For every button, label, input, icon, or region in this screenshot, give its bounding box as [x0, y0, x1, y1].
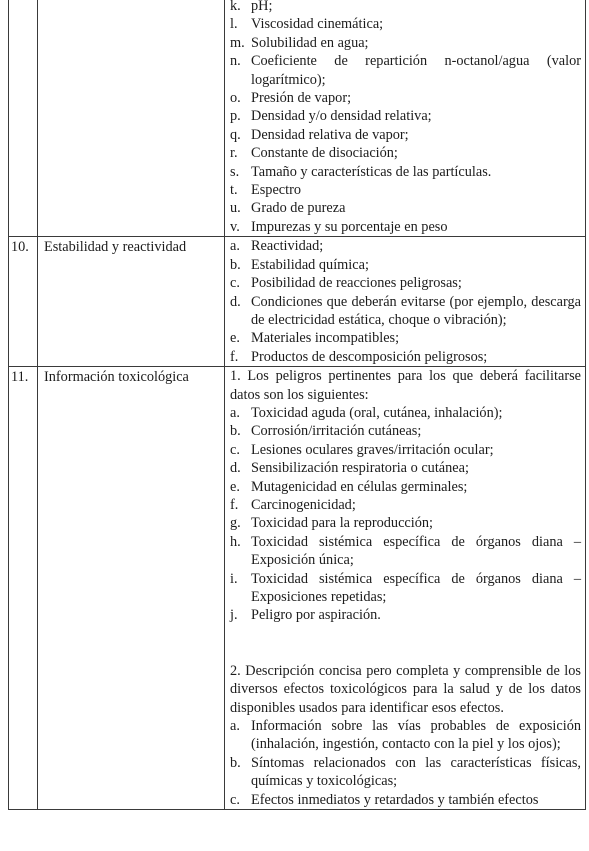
- list-item-text: Densidad y/o densidad relativa;: [251, 108, 432, 125]
- list-item: [230, 15, 581, 33]
- list-marker: r.: [230, 145, 238, 162]
- list-item-text: Condiciones que deberán evitarse (por ejemplo, descarga de electricidad estática, choque o vibración);: [251, 293, 581, 328]
- list-item: [230, 717, 581, 754]
- list-marker: f.: [230, 496, 239, 513]
- list-item: [230, 163, 581, 181]
- list-item-text: Tamaño y características de las partículas.: [251, 163, 492, 180]
- list-marker: t.: [230, 182, 238, 199]
- section-title: Información toxicológica: [38, 367, 225, 810]
- list-marker: a.: [230, 718, 240, 735]
- list-marker: c.: [230, 791, 240, 808]
- list-item-text: Mutagenicidad en células germinales;: [251, 478, 468, 495]
- section-number: [9, 0, 38, 237]
- section-title: Estabilidad y reactividad: [38, 237, 225, 367]
- list-marker: m.: [230, 34, 245, 51]
- list-item-text: Densidad relativa de vapor;: [251, 126, 409, 143]
- section-number: 10.: [9, 237, 38, 367]
- list-marker: f.: [230, 348, 239, 365]
- list-marker: d.: [230, 293, 241, 310]
- list-item: [230, 329, 581, 347]
- list-marker: q.: [230, 126, 241, 143]
- list-marker: a.: [230, 238, 240, 255]
- list-item: [230, 422, 581, 440]
- list-marker: c.: [230, 441, 240, 458]
- list-item: [230, 606, 581, 624]
- list-marker: b.: [230, 423, 241, 440]
- list-item-text: Productos de descomposición peligrosos;: [251, 348, 488, 365]
- section-items: [225, 237, 586, 367]
- list-item: [230, 199, 581, 217]
- list-item-text: Grado de pureza: [251, 200, 346, 217]
- section-items: [225, 367, 586, 810]
- list-item-text: Carcinogenicidad;: [251, 496, 356, 513]
- section-title: [38, 0, 225, 237]
- list-item-text: Toxicidad para la reproducción;: [251, 515, 433, 532]
- list-item: [230, 441, 581, 459]
- list-marker: a.: [230, 404, 240, 421]
- list-marker: u.: [230, 200, 241, 217]
- list-item: [230, 181, 581, 199]
- list-item-text: Presión de vapor;: [251, 90, 352, 107]
- list-item: [230, 107, 581, 125]
- list-item: [230, 89, 581, 107]
- intro-paragraph: 1. Los peligros pertinentes para los que deberá facilitarse datos son los siguientes:: [230, 368, 581, 403]
- list-item-text: Estabilidad química;: [251, 256, 369, 273]
- list-item-text: Posibilidad de reacciones peligrosas;: [251, 275, 462, 292]
- list-item-text: Efectos inmediatos y retardados y también efectos: [251, 791, 539, 808]
- list-marker: k.: [230, 0, 241, 14]
- list-marker: s.: [230, 163, 240, 180]
- list-item: [230, 34, 581, 52]
- table-row-section-10: [9, 237, 586, 367]
- list-item: [230, 293, 581, 330]
- list-marker: b.: [230, 256, 241, 273]
- item-list: [230, 237, 581, 366]
- list-item-text: Síntomas relacionados con las características físicas, químicas y toxicológicas;: [251, 754, 581, 790]
- list-item-text: Materiales incompatibles;: [251, 330, 400, 347]
- list-item: [230, 459, 581, 477]
- list-item-text: Reactividad;: [251, 238, 324, 255]
- table-row-section-11: [9, 367, 586, 810]
- list-item: [230, 514, 581, 532]
- list-item: [230, 570, 581, 607]
- section-number: 11.: [9, 367, 38, 810]
- item-list: [230, 404, 581, 625]
- list-item: [230, 256, 581, 274]
- list-item: [230, 404, 581, 422]
- item-list: [230, 0, 581, 236]
- sds-requirements-table: [8, 0, 586, 810]
- list-item-text: Solubilidad en agua;: [251, 34, 369, 51]
- list-item-text: Corrosión/irritación cutáneas;: [251, 423, 422, 440]
- list-item: [230, 144, 581, 162]
- list-item-text: Sensibilización respiratoria o cutánea;: [251, 460, 469, 477]
- blank-spacer: [230, 625, 581, 662]
- list-item: [230, 52, 581, 89]
- list-item-text: Peligro por aspiración.: [251, 607, 381, 624]
- list-marker: e.: [230, 478, 240, 495]
- list-marker: o.: [230, 90, 241, 107]
- list-item-text: Información sobre las vías probables de exposición (inhalación, ingestión, contacto con la piel y los ojos);: [251, 718, 581, 753]
- list-item: [230, 237, 581, 255]
- list-item: [230, 791, 581, 809]
- list-item-text: Coeficiente de repartición n-octanol/agua (valor logarítmico);: [251, 53, 581, 88]
- list-marker: p.: [230, 108, 241, 125]
- list-item-text: Constante de disociación;: [251, 145, 398, 162]
- list-item: [230, 754, 581, 791]
- list-item-text: pH;: [251, 0, 273, 14]
- list-marker: d.: [230, 460, 241, 477]
- list-marker: h.: [230, 533, 241, 550]
- section-items: [225, 0, 586, 237]
- list-marker: c.: [230, 275, 240, 292]
- list-item: [230, 274, 581, 292]
- list-item-text: Toxicidad sistémica específica de órganos diana – Exposiciones repetidas;: [251, 570, 581, 605]
- list-marker: j.: [230, 607, 238, 624]
- table-row-section-9-continued: [9, 0, 586, 237]
- intro-paragraph-2: 2. Descripción concisa pero completa y comprensible de los diversos efectos toxicológicos para la salud y de los datos disponibles usados para identificar esos efectos.: [230, 662, 581, 716]
- list-item-text: Lesiones oculares graves/irritación ocular;: [251, 441, 494, 458]
- list-marker: i.: [230, 570, 238, 587]
- list-marker: n.: [230, 53, 241, 70]
- item-list-2: [230, 717, 581, 809]
- list-item: [230, 218, 581, 236]
- list-marker: g.: [230, 515, 241, 532]
- list-marker: v.: [230, 218, 240, 235]
- list-item: [230, 496, 581, 514]
- list-item-text: Espectro: [251, 182, 302, 199]
- list-marker: b.: [230, 754, 241, 771]
- list-item-text: Impurezas y su porcentaje en peso: [251, 218, 448, 235]
- list-item: [230, 533, 581, 570]
- list-marker: l.: [230, 16, 238, 33]
- list-marker: e.: [230, 330, 240, 347]
- list-item: [230, 0, 581, 15]
- list-item: [230, 348, 581, 366]
- list-item-text: Viscosidad cinemática;: [251, 16, 384, 33]
- list-item-text: Toxicidad sistémica específica de órganos diana – Exposición única;: [251, 533, 581, 569]
- list-item-text: Toxicidad aguda (oral, cutánea, inhalación);: [251, 404, 503, 421]
- list-item: [230, 478, 581, 496]
- list-item: [230, 126, 581, 144]
